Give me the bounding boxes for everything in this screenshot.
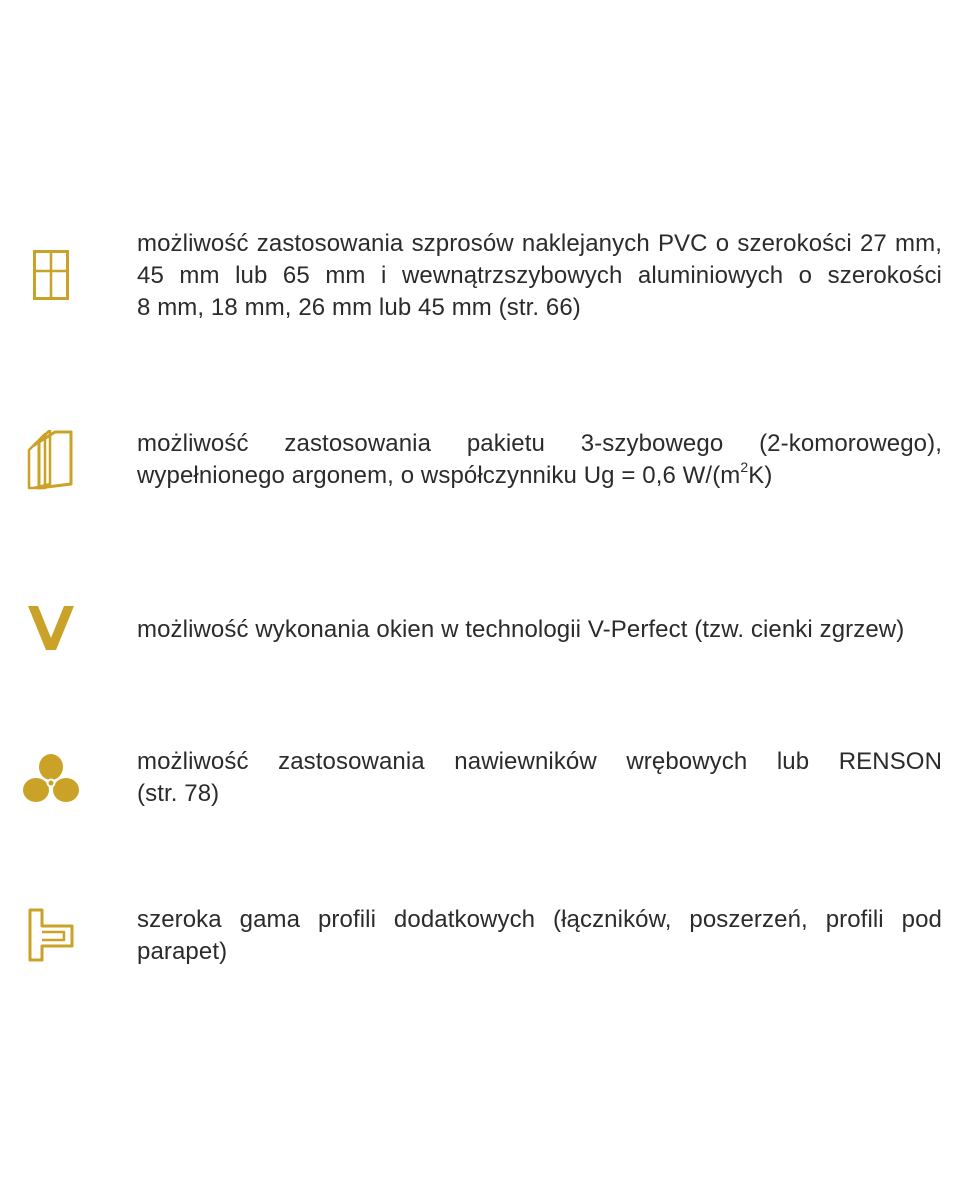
feature-text-line: 45 mm lub 65 mm i wewnątrzszybowych aluminiowych o szerokości — [137, 262, 942, 289]
feature-triple-glazing-text — [137, 428, 942, 492]
v-perfect-icon — [18, 606, 84, 650]
additional-profile-icon — [18, 908, 84, 962]
superscript-2: 2 — [740, 459, 749, 475]
feature-text-line: możliwość zastosowania pakietu 3-szybowego (2-komorowego), — [137, 430, 942, 457]
feature-additional-profiles-text — [137, 904, 942, 968]
feature-text-line: (str. 78) — [137, 780, 220, 807]
feature-text-line: możliwość zastosowania szprosów naklejanych PVC o szerokości 27 mm, — [137, 230, 942, 257]
feature-muntins-text — [137, 228, 942, 324]
feature-text-line — [137, 460, 942, 492]
feature-text-line: szeroka gama profili dodatkowych (łączników, poszerzeń, profili pod — [137, 906, 942, 933]
ug-value-text: wypełnionego argonem, o współczynniku Ug = 0,6 W/(m — [137, 462, 741, 489]
feature-text-line: 8 mm, 18 mm, 26 mm lub 45 mm (str. 66) — [137, 294, 581, 321]
glass-pane-stack-icon — [18, 430, 84, 492]
ug-unit-suffix: K) — [748, 462, 773, 489]
ventilation-fan-icon — [18, 754, 84, 804]
feature-text-line: możliwość zastosowania nawiewników wrębowych lub RENSON — [137, 748, 942, 775]
window-grid-icon — [18, 250, 84, 300]
feature-ventilation-text — [137, 746, 942, 810]
feature-text-line: możliwość wykonania okien w technologii V-Perfect (tzw. cienki zgrzew) — [137, 616, 905, 643]
feature-text-line: parapet) — [137, 938, 228, 965]
feature-v-perfect-text — [137, 614, 942, 646]
